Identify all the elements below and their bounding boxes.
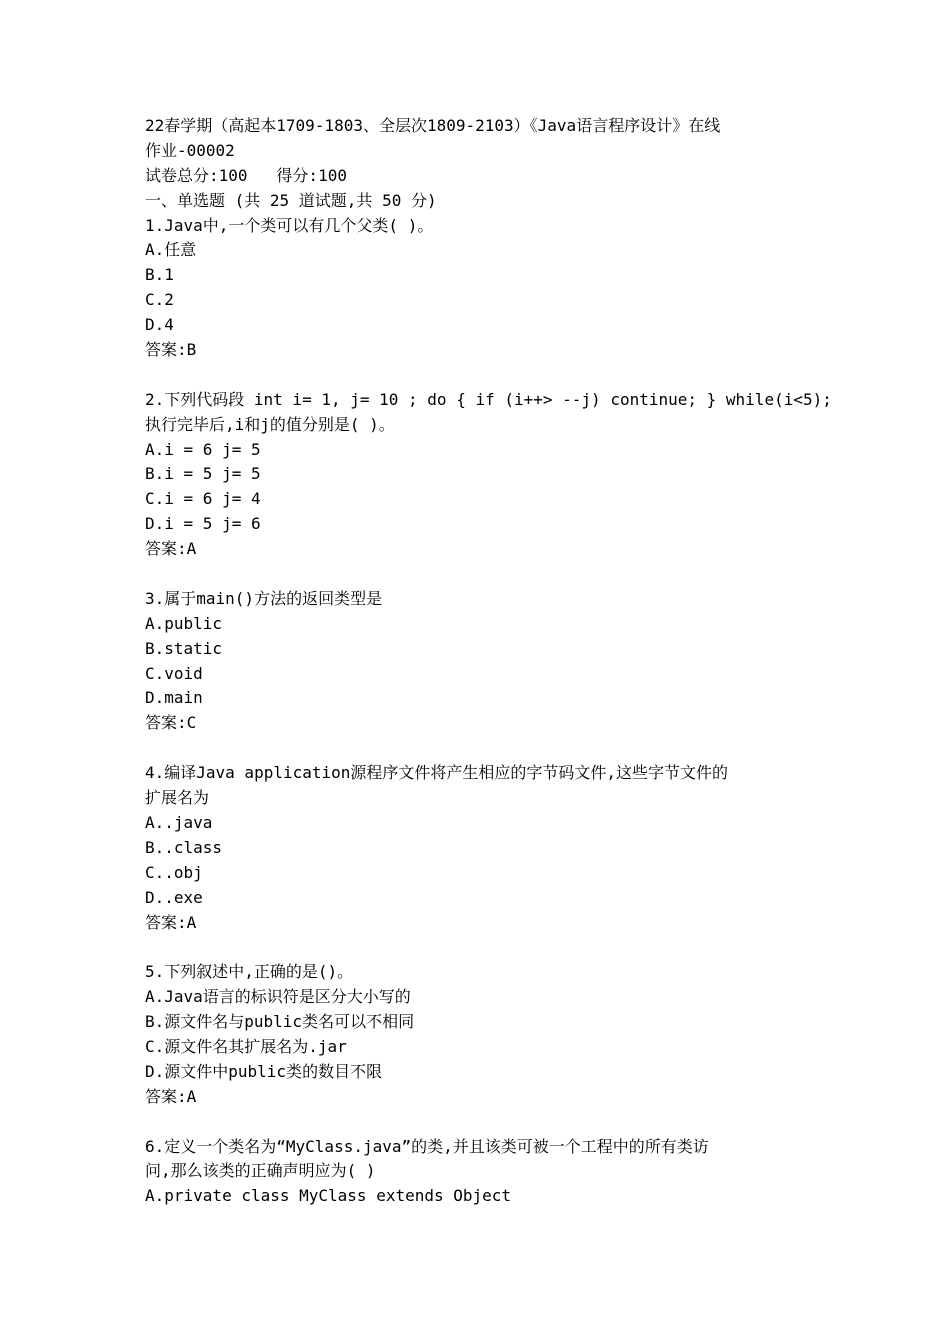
option-d: D.i = 5 j= 6 xyxy=(145,514,261,534)
score-line: 试卷总分:100 得分:100 xyxy=(145,165,347,185)
question-4 xyxy=(145,761,825,935)
option-a: A.任意 xyxy=(145,240,197,260)
question-6 xyxy=(145,1135,825,1210)
question-stem: 5.下列叙述中,正确的是()。 xyxy=(145,962,354,982)
option-a: A.private class MyClass extends Object xyxy=(145,1186,512,1206)
question-stem: 1.Java中,一个类可以有几个父类( )。 xyxy=(145,215,434,235)
spacer xyxy=(145,363,825,388)
question-2 xyxy=(145,388,832,562)
option-d: D..exe xyxy=(145,887,203,907)
question-1 xyxy=(145,214,825,363)
question-stem: 2.下列代码段 int i= 1, j= 10 ; do { if (i++> --j) continue; } while(i<5); xyxy=(145,389,832,409)
option-b: B.源文件名与public类名可以不相同 xyxy=(145,1012,415,1032)
question-stem: 6.定义一个类名为“MyClass.java”的类,并且该类可被一个工程中的所有类访 xyxy=(145,1136,709,1156)
question-stem: 4.编译Java application源程序文件将产生相应的字节码文件,这些字节文件的 xyxy=(145,763,729,783)
option-d: D.4 xyxy=(145,315,174,335)
doc-title-line-1: 22春学期（高起本1709-1803、全层次1809-2103）《Java语言程序设计》在线 xyxy=(145,116,721,135)
option-c: C.源文件名其扩展名为.jar xyxy=(145,1036,347,1056)
doc-title-line-2: 作业-00002 xyxy=(145,140,235,160)
answer: 答案:A xyxy=(145,1086,197,1106)
answer: 答案:A xyxy=(145,912,197,932)
question-stem-cont: 问,那么该类的正确声明应为( ) xyxy=(145,1161,376,1181)
spacer xyxy=(145,935,825,960)
option-b: B..class xyxy=(145,837,223,857)
answer: 答案:C xyxy=(145,713,197,733)
option-a: A.Java语言的标识符是区分大小写的 xyxy=(145,987,411,1007)
option-d: D.main xyxy=(145,688,203,708)
option-a: A.i = 6 j= 5 xyxy=(145,439,261,459)
option-b: B.static xyxy=(145,638,223,658)
spacer xyxy=(145,736,825,761)
question-5 xyxy=(145,960,825,1109)
spacer xyxy=(145,562,825,587)
question-3 xyxy=(145,587,825,736)
option-d: D.源文件中public类的数目不限 xyxy=(145,1061,383,1081)
option-c: C.2 xyxy=(145,290,174,310)
option-a: A.public xyxy=(145,613,223,633)
option-a: A..java xyxy=(145,812,213,832)
option-c: C.void xyxy=(145,663,203,683)
question-stem-cont: 执行完毕后,i和j的值分别是( )。 xyxy=(145,414,395,434)
question-stem: 3.属于main()方法的返回类型是 xyxy=(145,588,383,608)
section-heading: 一、单选题 (共 25 道试题,共 50 分) xyxy=(145,190,437,210)
spacer xyxy=(145,1110,825,1135)
option-b: B.i = 5 j= 5 xyxy=(145,464,261,484)
option-c: C.i = 6 j= 4 xyxy=(145,489,261,509)
answer: 答案:B xyxy=(145,340,197,360)
answer: 答案:A xyxy=(145,539,197,559)
document-content xyxy=(145,114,832,1209)
option-c: C..obj xyxy=(145,862,203,882)
question-stem-cont: 扩展名为 xyxy=(145,788,210,808)
option-b: B.1 xyxy=(145,265,174,285)
